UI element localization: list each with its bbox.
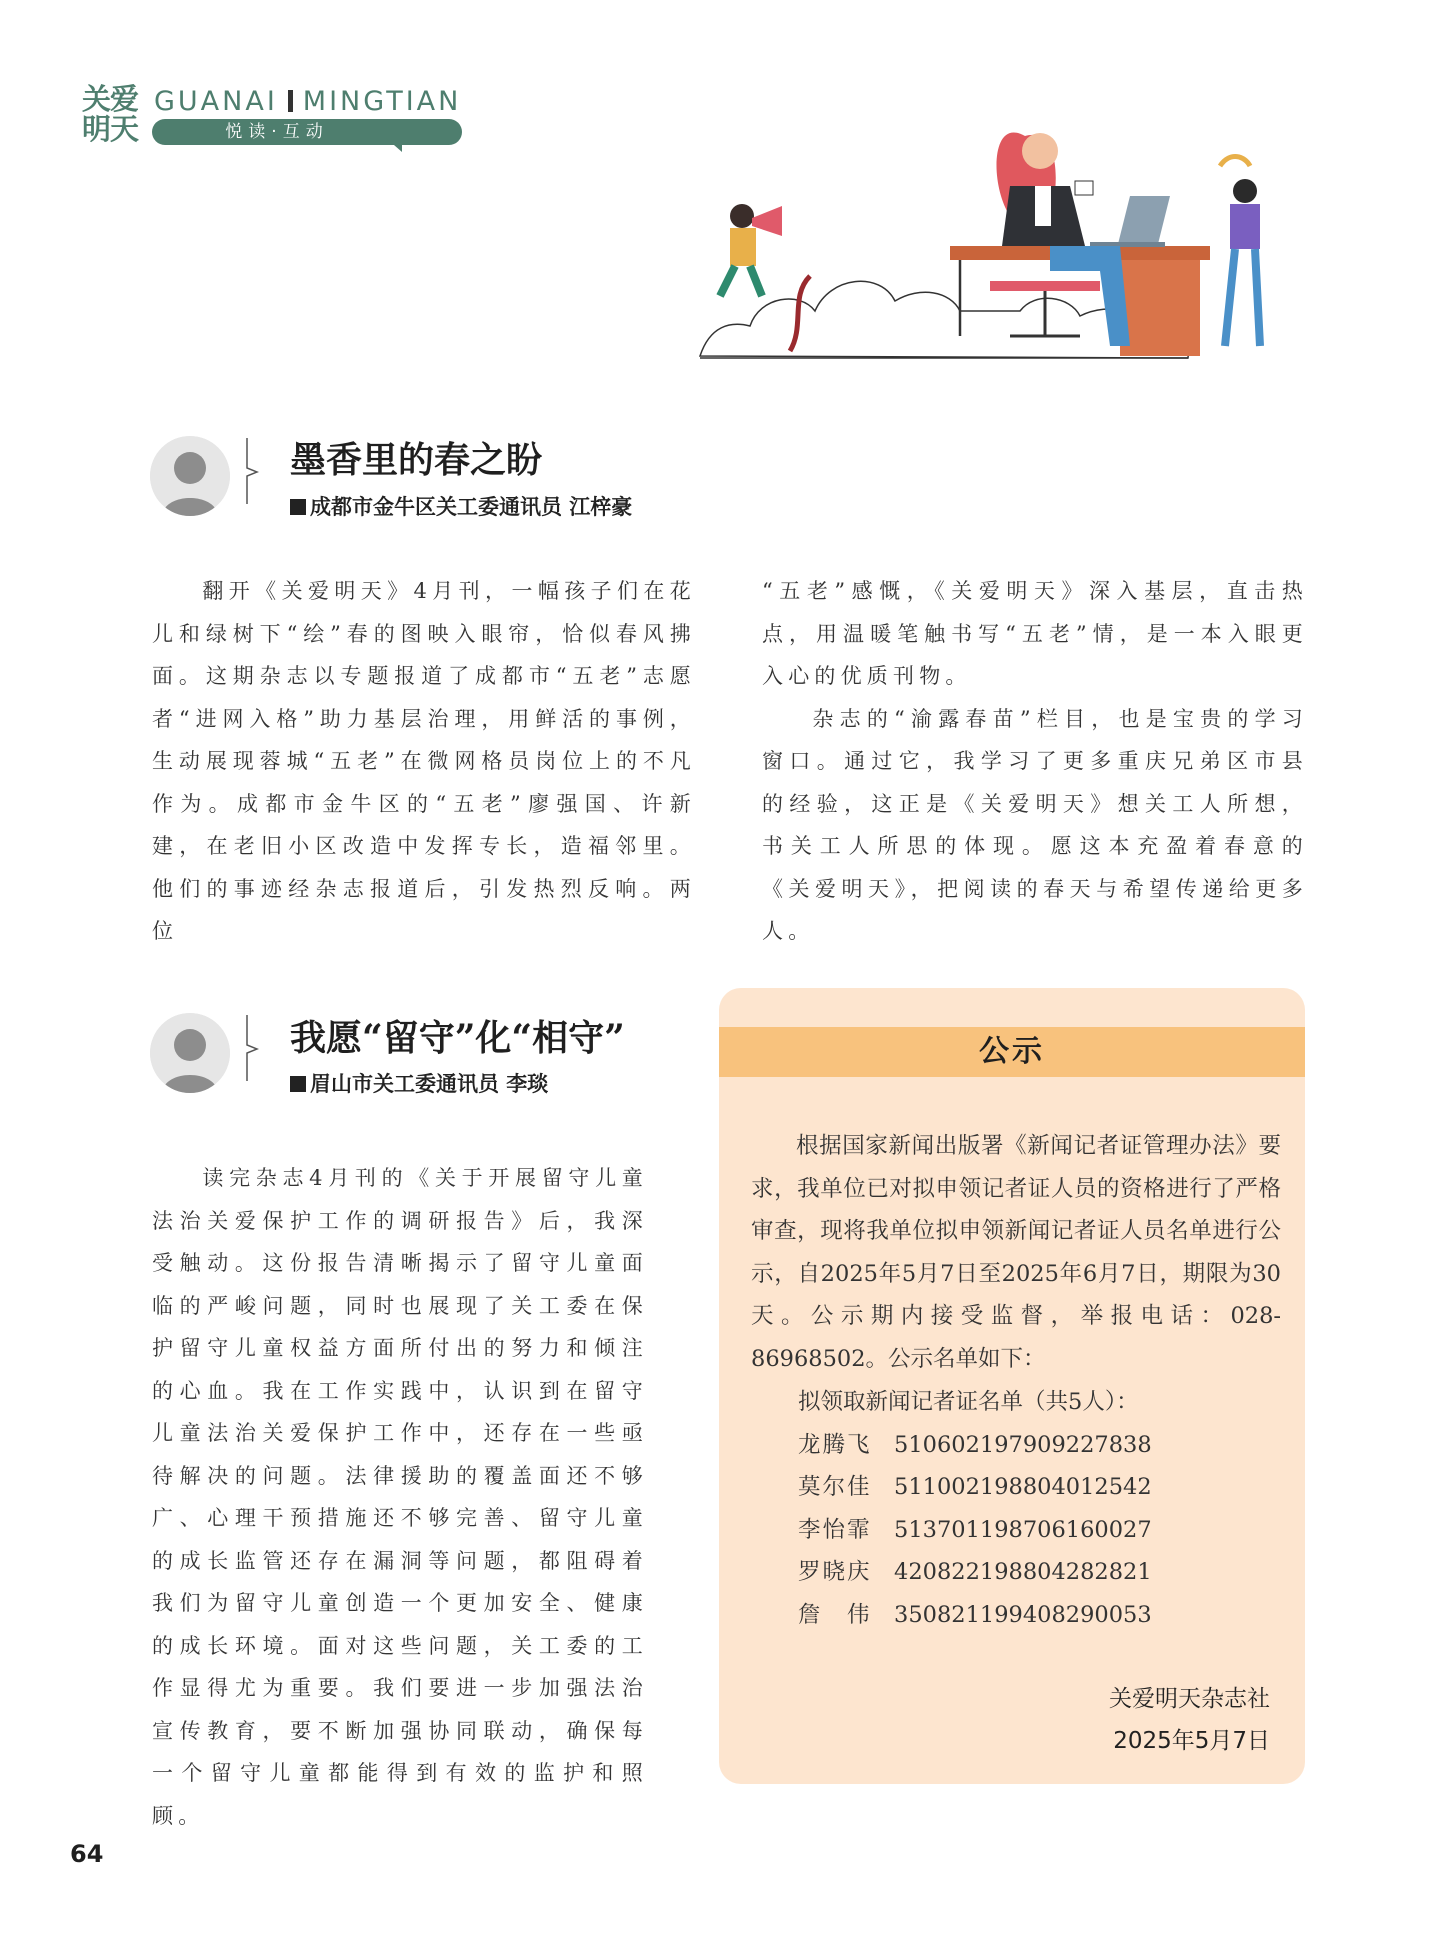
person-id: 513701198706160027 <box>894 1516 1152 1543</box>
list-item <box>798 1509 1152 1552</box>
article2-body <box>152 1157 648 1837</box>
author-avatar-1 <box>150 436 230 516</box>
page-number: 64 <box>70 1840 104 1868</box>
notice-title: 公示 <box>719 1027 1305 1077</box>
article-title-2: 我愿“留守”化“相守” <box>290 1017 625 1059</box>
author-avatar-2 <box>150 1013 230 1093</box>
brand-divider <box>288 90 293 112</box>
list-item <box>798 1424 1152 1467</box>
person-id: 350821199408290053 <box>894 1601 1152 1628</box>
article1-column2 <box>762 570 1308 953</box>
article1-paragraph: “五老”感慨，《关爱明天》深入基层，直击热点，用温暖笔触书写“五老”情，是一本入眼更入心的优质刊物。 <box>762 579 1308 688</box>
notice-signature-block <box>1060 1678 1270 1762</box>
notice-body <box>751 1125 1281 1381</box>
person-name: 罗晓庆 <box>798 1559 872 1586</box>
list-item <box>798 1466 1152 1509</box>
person-name: 莫尔佳 <box>798 1474 872 1501</box>
person-name: 李怡霏 <box>798 1516 872 1543</box>
article1-paragraph: 杂志的“渝露春苗”栏目，也是宝贵的学习窗口。通过它，我学习了更多重庆兄弟区市县的经验，这正是《关爱明天》想关工人所想，书关工人所思的体现。愿这本充盈着春意的《关爱明天》，把阅读的春天与希望传递给更多人。 <box>762 706 1308 943</box>
notice-name-list <box>798 1381 1152 1637</box>
byline-square-icon <box>290 499 306 515</box>
reading-illustration <box>690 96 1310 366</box>
article2-paragraph: 读完杂志4月刊的《关于开展留守儿童法治关爱保护工作的调研报告》后，我深受触动。这份报告清晰揭示了留守儿童面临的严峻问题，同时也展现了关工委在保护留守儿童权益方面所付出的努力和倾注的心血。我在工作实践中，认识到在留守儿童法治关爱保护工作中，还存在一些亟待解决的问题。法律援助的覆盖面还不够广、心理干预措施还不够完善、留守儿童的成长监管还存在漏洞等问题，都阻碍着我们为留守儿童创造一个更加安全、健康的成长环境。面对这些问题，关工委的工作显得尤为重要。我们要进一步加强法治宣传教育，要不断加强协同联动，确保每一个留守儿童都能得到有效的监护和照顾。 <box>152 1166 648 1828</box>
list-item <box>798 1551 1152 1594</box>
brand-cn-line1: 关爱 <box>82 82 139 116</box>
section-label-tail <box>386 138 402 152</box>
brand-en-right: MINGTIAN <box>302 86 462 117</box>
person-id: 510602197909227838 <box>894 1431 1152 1458</box>
brand-logo-en <box>154 86 461 117</box>
person-id: 511002198804012542 <box>894 1474 1152 1501</box>
article-title-1: 墨香里的春之盼 <box>290 439 543 481</box>
person-id: 420822198804282821 <box>894 1559 1152 1586</box>
notice-signature: 关爱明天杂志社 <box>1109 1686 1270 1712</box>
notice-date: 2025年5月7日 <box>1113 1728 1270 1754</box>
title-brace-2 <box>245 1013 259 1083</box>
notice-paragraph: 根据国家新闻出版署《新闻记者证管理办法》要求，我单位已对拟申领记者证人员的资格进行了严格审查，现将我单位拟申领新闻记者证人员名单进行公示，自2025年5月7日至2025年6月7日，期限为30天。公示期内接受监督，举报电话：028-86968502。公示名单如下： <box>751 1133 1281 1372</box>
article-byline-2 <box>290 1068 548 1098</box>
byline-square-icon <box>290 1076 306 1092</box>
section-label: 悦读·互动 <box>152 119 462 145</box>
person-name: 詹 伟 <box>798 1601 872 1628</box>
title-brace-1 <box>245 436 259 506</box>
article1-paragraph: 翻开《关爱明天》4月刊，一幅孩子们在花儿和绿树下“绘”春的图映入眼帘，恰似春风拂面。这期杂志以专题报道了成都市“五老”志愿者“进网入格”助力基层治理，用鲜活的事例，生动展现蓉城“五老”在微网格员岗位上的不凡作为。成都市金牛区的“五老”廖强国、许新建，在老旧小区改造中发挥专长，造福邻里。他们的事迹经杂志报道后，引发热烈反响。两位 <box>152 579 696 943</box>
byline-text-1: 成都市金牛区关工委通讯员 江梓豪 <box>310 495 633 519</box>
article-byline-1 <box>290 491 632 521</box>
name-list-heading: 拟领取新闻记者证名单（共5人）： <box>798 1389 1139 1415</box>
article1-column1 <box>152 570 696 953</box>
list-item <box>798 1594 1152 1637</box>
brand-cn-line2: 明天 <box>82 112 139 146</box>
byline-text-2: 眉山市关工委通讯员 李琰 <box>310 1072 549 1096</box>
brand-en-left: GUANAI <box>154 86 278 117</box>
person-name: 龙腾飞 <box>798 1431 872 1458</box>
brand-logo-cn <box>82 84 140 144</box>
